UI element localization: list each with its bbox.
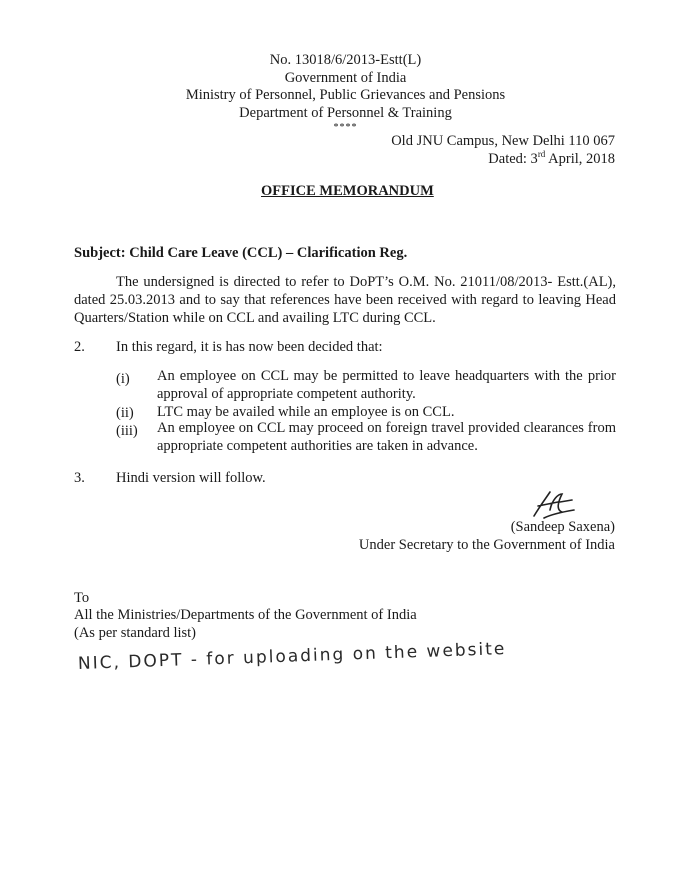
list-item-number: (i): [116, 371, 130, 387]
handwritten-note: NIC, DOPT - for uploading on the website: [77, 639, 507, 674]
place-line: Old JNU Campus, New Delhi 110 067: [391, 133, 615, 149]
paragraph-3-number: 3.: [74, 470, 85, 486]
subject-text: Child Care Leave (CCL) – Clarification Reg.: [129, 245, 408, 261]
signatory-name: (Sandeep Saxena): [510, 519, 615, 535]
addressee-line-2: (As per standard list): [74, 625, 197, 641]
signatory-designation: Under Secretary to the Government of India: [358, 537, 615, 553]
list-item-text: An employee on CCL may proceed on foreign travel provided clearances from appropriate competent authorities are taken in advance.: [157, 420, 616, 454]
subject-line: [74, 245, 407, 262]
subject-label: Subject:: [74, 245, 126, 261]
date-suffix: April, 2018: [545, 151, 615, 167]
memo-title: OFFICE MEMORANDUM: [261, 183, 434, 199]
file-number: No. 13018/6/2013-Estt(L): [269, 52, 422, 68]
header-separator: ****: [333, 122, 358, 133]
list-item-text: LTC may be availed while an employee is on CCL.: [157, 404, 455, 420]
department-name: Department of Personnel & Training: [239, 104, 452, 121]
date-superscript: rd: [537, 149, 546, 160]
list-item-number: (iii): [116, 423, 138, 439]
paragraph-1: The undersigned is directed to refer to DoPT’s O.M. No. 21011/08/2013- Estt.(AL), dated 25.03.2013 and to say that references have been received with regard to leaving Head Quarters/Station while on CCL and availing LTC during CCL.: [74, 274, 616, 326]
paragraph-2-number: 2.: [74, 339, 85, 355]
government-name: Government of India: [284, 69, 407, 86]
to-label: To: [74, 590, 90, 606]
paragraph-2-text: In this regard, it is has now been decided that:: [116, 339, 383, 355]
paragraph-3-text: Hindi version will follow.: [116, 470, 266, 486]
signature-icon: [528, 488, 578, 522]
addressee-line-1: All the Ministries/Departments of the Government of India: [74, 607, 417, 623]
letter-header: [0, 52, 677, 134]
date-line: [488, 151, 615, 168]
date-prefix: Dated: 3: [488, 151, 538, 167]
ministry-name: Ministry of Personnel, Public Grievances and Pensions: [185, 87, 506, 103]
list-item-number: (ii): [116, 405, 134, 421]
list-item-text: An employee on CCL may be permitted to leave headquarters with the prior approval of appropriate competent authority.: [157, 368, 616, 402]
